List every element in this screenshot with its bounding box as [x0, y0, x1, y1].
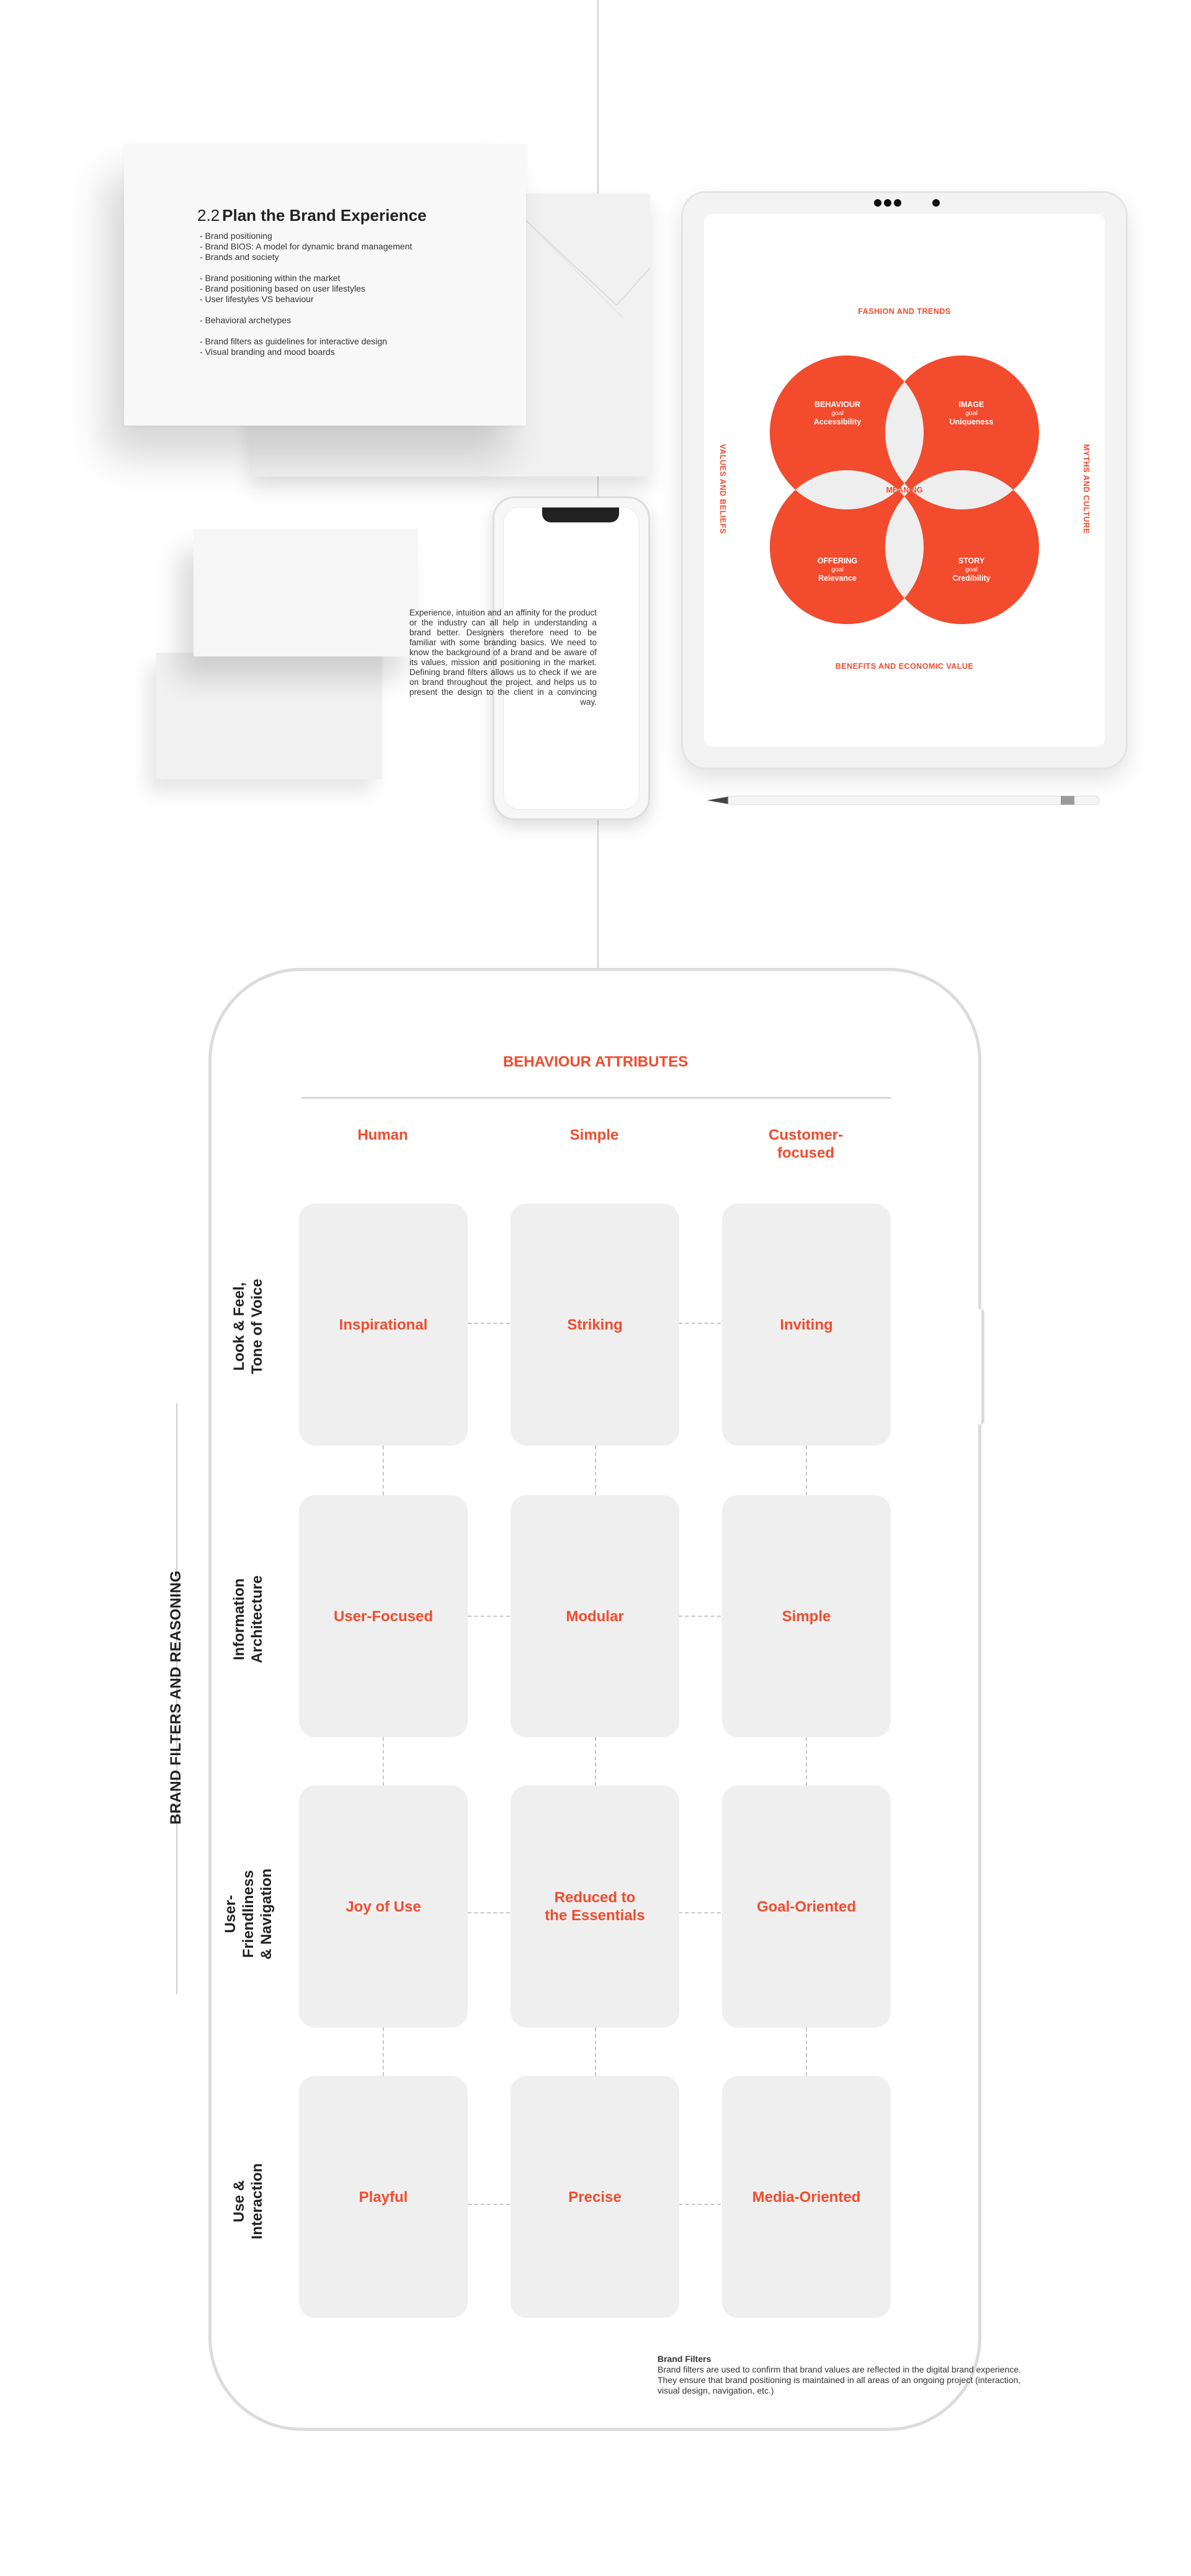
business-card-front: [194, 529, 418, 656]
footnote: [658, 2354, 1042, 2396]
cell-label: Inviting: [780, 1316, 833, 1333]
phone-notch: [542, 508, 619, 522]
brand-filters-side-title: BRAND FILTERS AND REASONING: [167, 1570, 184, 1825]
venn-circle-text: [797, 557, 878, 583]
circle-goal: Uniqueness: [949, 418, 994, 426]
row-label: Look & Feel, Tone of Voice: [231, 1279, 265, 1374]
circle-name: IMAGE: [958, 400, 984, 409]
cell-label: Goal-Oriented: [756, 1898, 857, 1915]
footnote-text: Brand filters are used to confirm that brand values are reflected in the digital brand experience. They ensure that brand positioning is maintained in all areas of an ongoing project (interaction, visual design, navigation, etc.): [658, 2364, 1021, 2395]
connector-line: [679, 1912, 721, 1913]
circle-name: BEHAVIOUR: [814, 400, 861, 409]
venn-right-label: MYTHS AND CULTURE: [1082, 444, 1091, 534]
phone-paragraph: Experience, intuition and an affinity for the product or the industry can all help in understanding a brand better. Designers therefore need to be familiar with some branding basics. We need to know the background of a brand and be aware of its values, mission and positioning in the market. Defining brand filters allows us to check if we are on brand throughout the project, and helps us to present the design to the client in a convincing way.: [409, 608, 597, 707]
list-item: - Brand filters as guidelines for interactive design: [200, 336, 387, 346]
connector-line: [468, 1912, 510, 1913]
circle-name: OFFERING: [817, 557, 858, 565]
cell-label: Striking: [567, 1316, 623, 1333]
tablet-screen: [704, 214, 1105, 746]
list-item: - Visual branding and mood boards: [200, 347, 335, 357]
list-item: - Brand BIOS: A model for dynamic brand management: [200, 241, 413, 251]
venn-left-label: VALUES AND BELIEFS: [718, 444, 727, 534]
row-label: Use & Interaction: [231, 2163, 265, 2240]
list-item: - Brand positioning within the market: [200, 273, 341, 283]
connector-line: [383, 1446, 384, 1495]
connector-line: [679, 1616, 721, 1617]
venn-top-label: FASHION AND TRENDS: [858, 307, 951, 316]
row-label: Information Architecture: [231, 1575, 265, 1663]
cell-label: Reduced to the Essentials: [545, 1889, 645, 1924]
document-list: [200, 231, 412, 357]
cell-label: Playful: [359, 2188, 408, 2206]
list-item: - Brand positioning based on user lifestyles: [200, 284, 365, 293]
cell-label: Simple: [782, 1608, 831, 1625]
venn-circle-text: [931, 557, 1012, 583]
circle-connector: goal: [831, 409, 844, 417]
connector-line: [595, 1737, 596, 1786]
camera-dot: [932, 199, 940, 207]
heading-number: 2.2: [197, 206, 220, 225]
connector-line: [383, 1737, 384, 1786]
pencil-icon: [707, 794, 1100, 807]
cell-label: Media-Oriented: [752, 2188, 861, 2206]
document-heading: [197, 206, 427, 225]
title-rule: [301, 1097, 891, 1099]
attribute-cell: [299, 1495, 468, 1737]
connector-line: [468, 1616, 510, 1617]
footnote-title: Brand Filters: [658, 2354, 711, 2364]
venn-center-label: MEANING: [886, 486, 923, 494]
attribute-cell: [511, 1786, 679, 2028]
attribute-cell: [511, 1495, 679, 1737]
attribute-cell: [511, 2076, 679, 2318]
divider-line-middle: [597, 825, 599, 974]
list-item: - Brand positioning: [200, 231, 272, 241]
camera-dot: [874, 199, 881, 207]
camera-dot: [884, 199, 891, 207]
column-header: Simple: [569, 1127, 619, 1143]
attribute-cell: [299, 2076, 468, 2318]
list-item: - Brands and society: [200, 252, 279, 262]
list-item: - Behavioral archetypes: [200, 315, 292, 325]
attribute-cell: [299, 1204, 468, 1446]
attribute-cell: [722, 1495, 891, 1737]
connector-line: [468, 2204, 510, 2205]
connector-line: [806, 1737, 807, 1786]
business-card-back: [156, 653, 382, 779]
attribute-cell: [299, 1786, 468, 2028]
phone-frame-button: [975, 1309, 984, 1424]
connector-line: [468, 1323, 510, 1324]
venn-circle-text: [797, 400, 878, 426]
attribute-cell: [722, 1204, 891, 1446]
circle-name: STORY: [958, 557, 985, 565]
connector-line: [679, 1323, 721, 1324]
camera-dot: [894, 199, 901, 207]
connector-line: [806, 1446, 807, 1495]
attribute-cell: [511, 1204, 679, 1446]
tablet-mockup: [681, 191, 1128, 769]
attribute-cell: [722, 1786, 891, 2028]
connector-line: [595, 1446, 596, 1495]
venn-bottom-label: BENEFITS AND ECONOMIC VALUE: [835, 662, 974, 671]
cell-label: Joy of Use: [346, 1898, 421, 1915]
cell-label: User-Focused: [333, 1608, 434, 1625]
cell-label: Inspirational: [339, 1316, 428, 1333]
connector-line: [806, 2028, 807, 2076]
list-item: - User lifestyles VS behaviour: [200, 294, 314, 304]
heading-title: Plan the Brand Experience: [222, 206, 427, 225]
behaviour-attributes-title: BEHAVIOUR ATTRIBUTES: [502, 1053, 689, 1070]
cell-label: Modular: [566, 1608, 624, 1625]
cell-label: Precise: [568, 2188, 622, 2206]
connector-line: [679, 2204, 721, 2205]
column-header: Human: [357, 1127, 408, 1143]
circle-goal: Credibility: [952, 574, 991, 583]
circle-connector: goal: [831, 566, 844, 573]
circle-connector: goal: [965, 566, 978, 573]
connector-line: [595, 2028, 596, 2076]
row-label: User- Friendliness & Navigation: [221, 1868, 275, 1960]
circle-goal: Relevance: [818, 574, 857, 583]
circle-goal: Accessibility: [813, 418, 862, 426]
attribute-cell: [722, 2076, 891, 2318]
venn-circle-text: [931, 400, 1012, 426]
circle-connector: goal: [965, 409, 978, 417]
connector-line: [383, 2028, 384, 2076]
column-header: Customer- focused: [768, 1127, 843, 1161]
